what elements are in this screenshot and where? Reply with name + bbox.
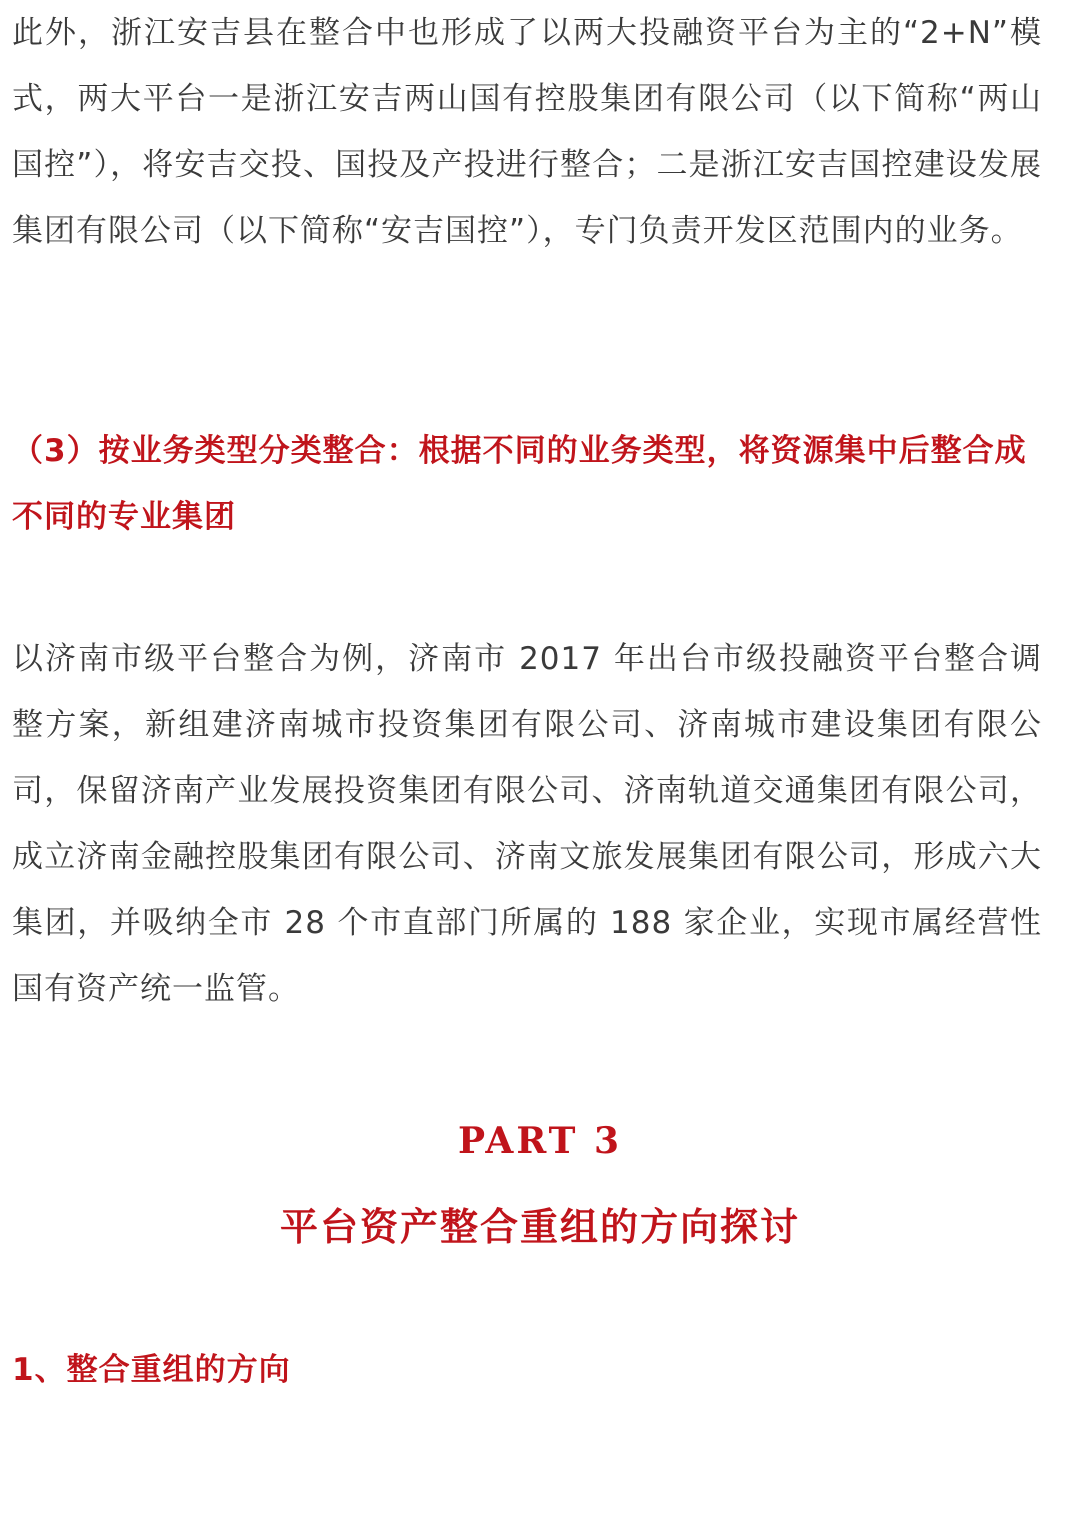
paragraph-anji-model: 此外，浙江安吉县在整合中也形成了以两大投融资平台为主的“2+N”模式，两大平台一是浙江安吉两山国有控股集团有限公司（以下简称“两山国控”），将安吉交投、国投及产投进行整合；二是浙江安吉国控建设发展集团有限公司（以下简称“安吉国控”），专门负责开发区范围内的业务。 xyxy=(12,15,1042,249)
subsection-title: 1、整合重组的方向 xyxy=(12,1352,291,1388)
paragraph-jinan-example: 以济南市级平台整合为例，济南市 2017 年出台市级投融资平台整合调整方案，新组建济南城市投资集团有限公司、济南城市建设集团有限公司，保留济南产业发展投资集团有限公司、济南轨道交通集团有限公司，成立济南金融控股集团有限公司、济南文旅发展集团有限公司，形成六大集团，并吸纳全市 28 个市直部门所属的 188 家企业，实现市属经营性国有资产统一监管。 xyxy=(12,641,1042,1007)
section-title: 平台资产整合重组的方向探讨 xyxy=(279,1205,800,1249)
subheading-business-type-integration: （3）按业务类型分类整合：根据不同的业务类型，将资源集中后整合成不同的专业集团 xyxy=(12,433,1027,535)
part-label: PART 3 xyxy=(457,1120,623,1162)
